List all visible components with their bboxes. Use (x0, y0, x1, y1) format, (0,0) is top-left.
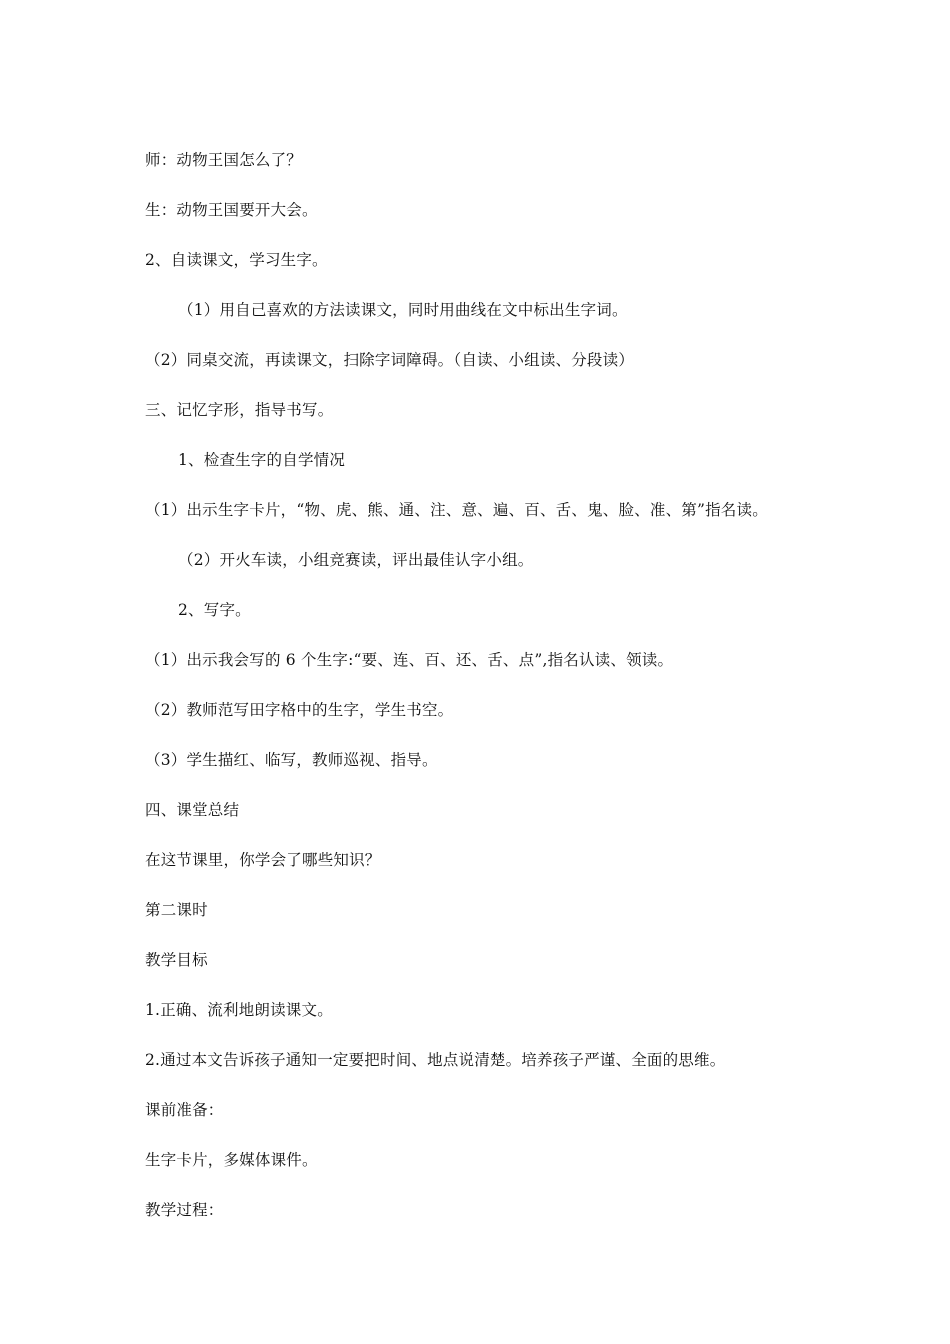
paragraph-check-characters: 1、检查生字的自学情况 (178, 451, 346, 469)
section-heading-4: 四、课堂总结 (145, 801, 240, 819)
paragraph-writing: 2、写字。 (178, 601, 251, 619)
heading-teaching-process: 教学过程： (145, 1201, 224, 1219)
heading-second-lesson: 第二课时 (145, 901, 208, 919)
paragraph-summary-question: 在这节课里，你学会了哪些知识？ (145, 851, 381, 869)
paragraph-show-cards: （1）出示生字卡片，“物、虎、熊、通、注、意、遍、百、舌、鬼、脸、准、第”指名读。 (145, 501, 768, 519)
paragraph-writing-1: （1）出示我会写的 6 个生字:“要、连、百、还、舌、点”,指名认读、领读。 (145, 651, 674, 669)
paragraph-step-2-2: （2）同桌交流，再读课文，扫除字词障碍。（自读、小组读、分段读） (145, 351, 635, 369)
heading-teaching-goals: 教学目标 (145, 951, 208, 969)
section-heading-3: 三、记忆字形，指导书写。 (145, 401, 334, 419)
paragraph-student-answer: 生：动物王国要开大会。 (145, 201, 318, 219)
paragraph-writing-2: （2）教师范写田字格中的生字，学生书空。 (145, 701, 454, 719)
paragraph-step-2-1: （1）用自己喜欢的方法读课文，同时用曲线在文中标出生字词。 (178, 301, 628, 319)
goal-2: 2.通过本文告诉孩子通知一定要把时间、地点说清楚。培养孩子严谨、全面的思维。 (145, 1051, 726, 1069)
paragraph-preparation-items: 生字卡片，多媒体课件。 (145, 1151, 318, 1169)
paragraph-teacher-question: 师：动物王国怎么了？ (145, 151, 303, 169)
paragraph-writing-3: （3）学生描红、临写，教师巡视、指导。 (145, 751, 438, 769)
heading-preparation: 课前准备： (145, 1101, 224, 1119)
paragraph-step-2: 2、自读课文，学习生字。 (145, 251, 328, 269)
goal-1: 1.正确、流利地朗读课文。 (145, 1001, 333, 1019)
paragraph-train-reading: （2）开火车读，小组竞赛读，评出最佳认字小组。 (178, 551, 534, 569)
